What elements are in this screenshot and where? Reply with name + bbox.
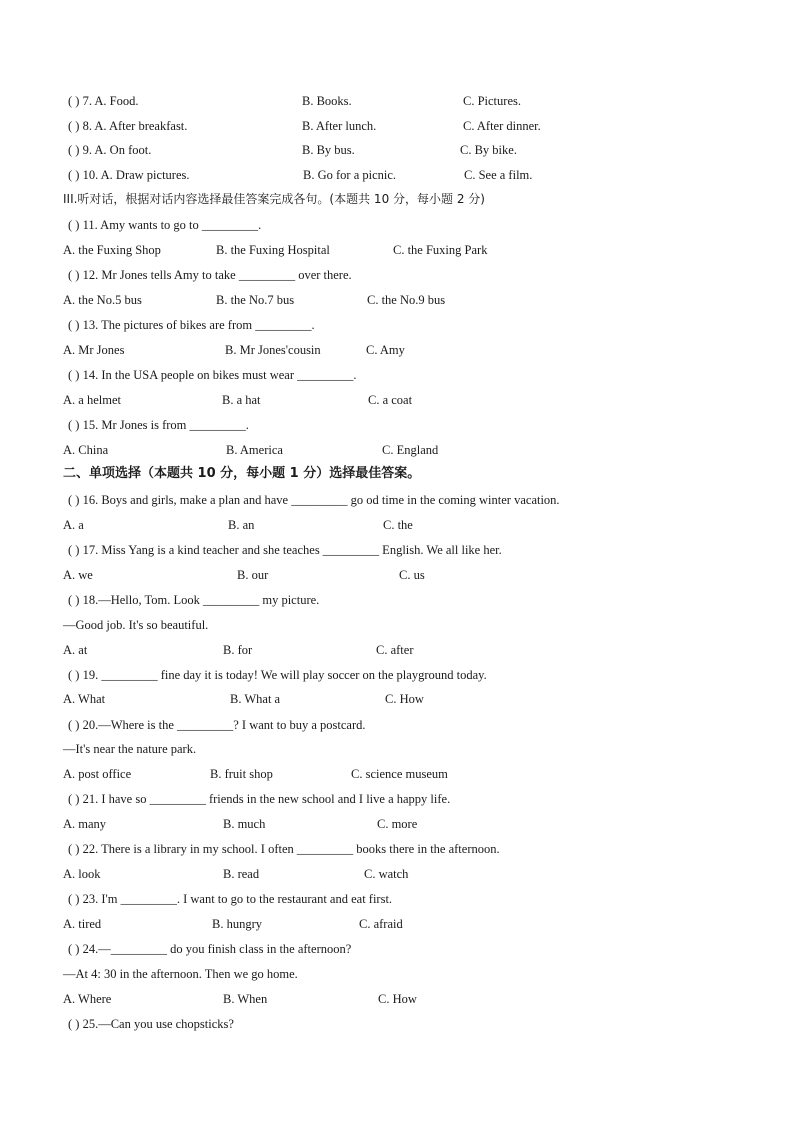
question-stem: ( ) 22. There is a library in my school. I often _________ books there in the afternoon. xyxy=(68,842,500,856)
option-a: A. the No.5 bus xyxy=(63,293,142,307)
option-a: A. the Fuxing Shop xyxy=(63,243,161,257)
question-stem: ( ) 18.—Hello, Tom. Look _________ my picture. xyxy=(68,593,320,607)
option-c: C. the Fuxing Park xyxy=(393,243,488,257)
question-stem: ( ) 13. The pictures of bikes are from _________. xyxy=(68,318,315,332)
option-b: B. By bus. xyxy=(302,143,355,157)
question-stem: ( ) 23. I'm _________. I want to go to the restaurant and eat first. xyxy=(68,892,393,906)
option-c: C. watch xyxy=(364,867,409,881)
section-title: 二、单项选择（本题共 10 分，每小题 1 分）选择最佳答案。 xyxy=(63,466,421,481)
option-b: B. hungry xyxy=(212,917,262,931)
option-b: B. After lunch. xyxy=(302,119,377,133)
question-stem: ( ) 21. I have so _________ friends in the new school and I live a happy life. xyxy=(68,792,451,806)
option-c: C. After dinner. xyxy=(463,119,541,133)
option-b: B. our xyxy=(237,568,269,582)
question-stem: ( ) 16. Boys and girls, make a plan and have _________ go od time in the coming winter vacation. xyxy=(68,493,560,507)
option-a: A. look xyxy=(63,867,101,881)
question-stem: ( ) 14. In the USA people on bikes must wear _________. xyxy=(68,368,357,382)
option-b: B. Go for a picnic. xyxy=(303,168,397,182)
option-c: C. afraid xyxy=(359,917,403,931)
section-title: III.听对话，根据对话内容选择最佳答案完成各句。(本题共 10 分，每小题 2 分) xyxy=(63,192,485,206)
option-a: A. Where xyxy=(63,992,112,1006)
dialogue-reply: —Good job. It's so beautiful. xyxy=(63,618,209,632)
option-c: C. a coat xyxy=(368,393,413,407)
option-c: C. science museum xyxy=(351,767,448,781)
option-a: A. tired xyxy=(63,917,102,931)
option-c: C. See a film. xyxy=(464,168,533,182)
option-c: C. How xyxy=(378,992,417,1006)
question-stem: ( ) 19. _________ fine day it is today! We will play soccer on the playground today. xyxy=(68,668,487,682)
question-stem: ( ) 9. A. On foot. xyxy=(68,143,152,157)
option-b: B. America xyxy=(226,443,283,457)
option-b: B. a hat xyxy=(222,393,261,407)
option-c: C. the xyxy=(383,518,413,532)
option-c: C. How xyxy=(385,692,424,706)
option-b: B. What a xyxy=(230,692,281,706)
option-b: B. for xyxy=(223,643,253,657)
question-stem: ( ) 20.—Where is the _________? I want to buy a postcard. xyxy=(68,718,366,732)
option-c: C. England xyxy=(382,443,439,457)
question-stem: ( ) 25.—Can you use chopsticks? xyxy=(68,1017,234,1031)
option-c: C. us xyxy=(399,568,425,582)
option-b: B. read xyxy=(223,867,260,881)
option-a: A. Mr Jones xyxy=(63,343,125,357)
question-stem: ( ) 24.—_________ do you finish class in the afternoon? xyxy=(68,942,352,956)
option-c: C. after xyxy=(376,643,414,657)
option-b: B. the No.7 bus xyxy=(216,293,295,307)
question-stem: ( ) 7. A. Food. xyxy=(68,94,139,108)
question-stem: ( ) 15. Mr Jones is from _________. xyxy=(68,418,249,432)
dialogue-reply: —It's near the nature park. xyxy=(63,742,197,756)
option-b: B. Mr Jones'cousin xyxy=(225,343,321,357)
dialogue-reply: —At 4: 30 in the afternoon. Then we go home. xyxy=(63,967,298,981)
option-a: A. a xyxy=(63,518,84,532)
question-stem: ( ) 12. Mr Jones tells Amy to take _________ over there. xyxy=(68,268,352,282)
option-a: A. What xyxy=(63,692,106,706)
question-stem: ( ) 8. A. After breakfast. xyxy=(68,119,188,133)
option-b: B. the Fuxing Hospital xyxy=(216,243,330,257)
option-b: B. an xyxy=(228,518,255,532)
option-b: B. much xyxy=(223,817,266,831)
option-a: A. a helmet xyxy=(63,393,121,407)
question-stem: ( ) 10. A. Draw pictures. xyxy=(68,168,190,182)
option-a: A. post office xyxy=(63,767,132,781)
option-a: A. we xyxy=(63,568,93,582)
question-stem: ( ) 11. Amy wants to go to _________. xyxy=(68,218,262,232)
option-a: A. China xyxy=(63,443,109,457)
option-c: C. more xyxy=(377,817,418,831)
option-c: C. Amy xyxy=(366,343,405,357)
option-a: A. at xyxy=(63,643,88,657)
option-c: C. the No.9 bus xyxy=(367,293,446,307)
option-b: B. When xyxy=(223,992,268,1006)
question-stem: ( ) 17. Miss Yang is a kind teacher and she teaches _________ English. We all like her. xyxy=(68,543,502,557)
option-c: C. By bike. xyxy=(460,143,517,157)
option-b: B. fruit shop xyxy=(210,767,273,781)
option-a: A. many xyxy=(63,817,107,831)
option-c: C. Pictures. xyxy=(463,94,521,108)
option-b: B. Books. xyxy=(302,94,352,108)
